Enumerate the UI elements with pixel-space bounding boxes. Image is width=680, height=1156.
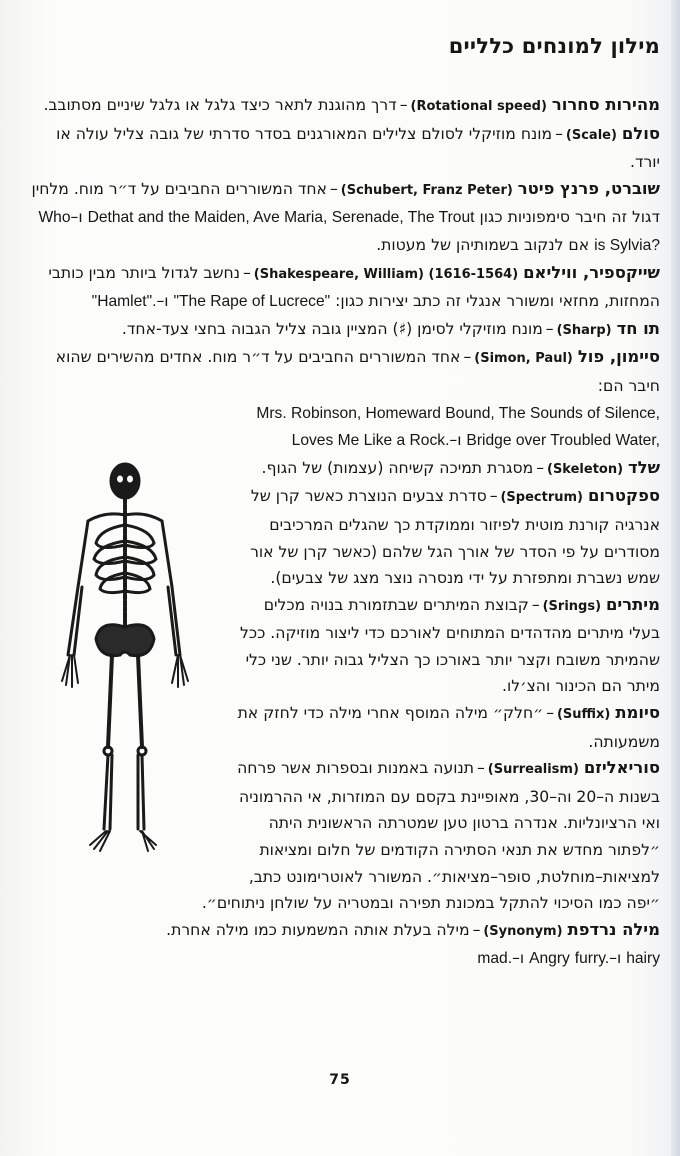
entry-works: Dethat and the Maiden, Ave Maria, Serenade, The Trout [87, 209, 475, 227]
entry-shakespeare: שייקספיר, וויליאם (Shakespeare, William) (1616-1564)–נחשב לגדול ביותר מבין כותבי המחזות, מחזאי ומשורר אנגלי זה כתב יצירות כגון: "The Rape of Lucrece" ו–"Hamlet". [48, 262, 660, 311]
entry-works-1: Mrs. Robinson, Homeward Bound, The Sounds of Silence, [256, 404, 660, 422]
entry-latin: (Srings) [542, 598, 602, 614]
entry-spectrum: ספקטרום (Spectrum)–סדרת צבעים הנוצרת כאשר קרן של אנרגיה קורנת מוטית לפיזור וממוקדת כך שהגלים המרכיבים מסודרים על פי הסדר של אורך הגל שלהם (כאשר קרן של אור שמש נשברת ומתפזרת על ידי מנסרה נוצר מצג של צבעים). [250, 486, 660, 588]
skeleton-illustration [30, 459, 220, 869]
glossary-content [24, 92, 660, 973]
page-title: מילון למונחים כלליים [448, 34, 660, 58]
entry-suffix: סיומת (Suffix)–״חלק״ מילה המוסף אחרי מילה כדי לחזק את משמעותה. [237, 703, 660, 751]
entry-and-2: ו– [512, 949, 525, 968]
entry-and: ו– [70, 208, 83, 227]
entry-latin: (Sharp) [556, 322, 612, 338]
entry-term: מיתרים [606, 594, 660, 614]
entry-definition: תנועה באמנות ובספרות אשר פרחה בשנות ה–20 וה–30, מאופיינת בקסם עם המוזרות, אי ההרמוניה ואי הרציונליות. אנדרה ברטון טען שמטרתה הראשונית היתה ״לפתור מחדש את תנאי הסתירה הקודמים של חלום ומציאות למציאות–מוחלטת, סופר–מציאות״. המשורר לאוטרימונט כתב, ״יפה כמו הסיכוי להתקל במכונת תפירה ובמטריה על שולחן ניתוחים״. [201, 759, 660, 913]
entry-sharp: תו חד (Sharp)–מונח מוזיקלי לסימן (♯) המציין גובה צליל הגבוה בחצי צעד-אחד. [24, 316, 660, 345]
entry-latin: (Skeleton) [547, 461, 624, 477]
entry-work-last: Who is Sylvia? [38, 209, 660, 254]
entry-example-2: furry. [574, 950, 610, 968]
entry-latin: (Scale) [565, 127, 617, 143]
entry-latin: (Simon, Paul) [474, 351, 573, 367]
entry-latin: (Schubert, Franz Peter) [340, 182, 513, 198]
entry-definition: סדרת צבעים הנוצרת כאשר קרן של אנרגיה קורנת מוטית לפיזור וממוקדת כך שהגלים המרכיבים מסודרים על פי הסדר של אורך הגל שלהם (כאשר קרן של אור שמש נשברת ומתפזרת על ידי מנסרה נוצר מצג של צבעים). [250, 487, 660, 588]
entry-definition: דרך מהוגנת לתאר כיצד גלגל או גלגל שיניים מסתובב. [43, 96, 397, 114]
entry-works-2: Bridge over Troubled Water, [466, 432, 660, 450]
entry-work-last: Loves Me Like a Rock. [291, 432, 450, 450]
entry-term: סיימון, פול [577, 347, 660, 367]
entry-scale: סולם (Scale)–מונח מוזיקלי לסולם צלילים המאורגנים בסדר סדרתי של גובה צליל עולה או יורד. [56, 123, 660, 172]
entry-and: ו– [449, 431, 462, 450]
entry-definition: מונח מוזיקלי לסולם צלילים המאורגנים בסדר סדרתי של גובה צליל עולה או יורד. [56, 124, 660, 172]
entry-term: שוברט, פרנץ פיטר [517, 178, 660, 198]
entry-latin: (Surrealism) [487, 762, 579, 778]
page-number: 75 [329, 1072, 351, 1088]
entry-example-3: Angry [529, 950, 570, 968]
entry-term: סיומת [615, 703, 660, 723]
entry-latin: (Spectrum) [500, 490, 583, 506]
entry-definition: אחד המשוררים החביבים על ד״ר מוח. מלחין דגול זה חיבר סימפוניות כגון [31, 179, 660, 227]
entry-skeleton: שלד (Skeleton)–מסגרת תמיכה קשיחה (עצמות) של הגוף. [24, 455, 660, 484]
entry-term: תו חד [616, 318, 660, 338]
entry-definition: מונח מוזיקלי לסימן (♯) המציין גובה צליל הגבוה בחצי צעד-אחד. [121, 319, 543, 338]
entry-term: שייקספיר, וויליאם [523, 262, 660, 282]
entry-schubert: שוברט, פרנץ פיטר (Schubert, Franz Peter)–אחד המשוררים החביבים על ד״ר מוח. מלחין דגול זה חיבר סימפוניות כגון Dethat and the Maiden, Ave Maria, Serenade, The Trout ו–Who is Sylvia? אם לנקוב בשמותיהן של מעטות. [31, 178, 660, 254]
entry-definition: נחשב לגדול ביותר מבין כותבי המחזות, מחזאי ומשורר אנגלי זה כתב יצירות כגון: [48, 263, 660, 311]
entry-latin: (Shakespeare, William) (1616-1564) [253, 266, 519, 282]
entry-term: סוריאליזם [583, 758, 660, 778]
entry-term: מילה נרדפת [567, 919, 660, 939]
entry-definition: ״חלק״ מילה המוסף אחרי מילה כדי לחזק את משמעותה. [237, 704, 660, 751]
entry-work-1: "The Rape of Lucrece" [173, 293, 331, 311]
entry-term: מהירות סחרור [551, 95, 660, 114]
entry-strings: מיתרים (Srings)–קבוצת המיתרים שבתזמורת בנויה מכלים בעלי מיתרים מהדהדים המתוחים לאורכם כדי ליצור מוזיקה. ככל שהמיתר משובח וקצר יותר באורכו כך הצליל גבוה יותר. שני כלי מיתר הם הכינור והצ׳לו. [240, 594, 660, 696]
entry-tail: אם לנקוב בשמותיהן של מעטות. [376, 235, 590, 254]
entry-rotational-speed: מהירות סחרור (Rotational speed)–דרך מהוגנת לתאר כיצד גלגל או גלגל שיניים מסתובב. [24, 92, 660, 121]
entry-example-4: mad. [477, 950, 513, 968]
entry-latin: (Synonym) [483, 923, 563, 939]
page-edge-shadow [671, 0, 680, 1156]
entry-definition: אחד המשוררים החביבים על ד״ר מוח. אחדים מהשירים שהוא חיבר הם: [55, 348, 660, 395]
entry-definition: קבוצת המיתרים שבתזמורת בנויה מכלים בעלי מיתרים מהדהדים המתוחים לאורכם כדי ליצור מוזיקה. ככל שהמיתר משובח וקצר יותר באורכו כך הצליל גבוה יותר. שני כלי מיתר הם הכינור והצ׳לו. [240, 595, 660, 696]
entry-definition: מילה בעלת אותה המשמעות כמו מילה אחרת. [166, 920, 470, 939]
entry-surrealism: סוריאליזם (Surrealism)–תנועה באמנות ובספרות אשר פרחה בשנות ה–20 וה–30, מאופיינת בקסם עם המוזרות, אי ההרמוניה ואי הרציונליות. אנדרה ברטון טען שמטרתה הראשונית היתה ״לפתור מחדש את תנאי הסתירה הקודמים של חלום ומציאות למציאות–מוחלטת, סופר–מציאות״. המשורר לאוטרימונט כתב, ״יפה כמו הסיכוי להתקל במכונת תפירה ובמטריה על שולחן ניתוחים״. [201, 758, 660, 913]
entry-simon: סיימון, פול (Simon, Paul)–אחד המשוררים החביבים על ד״ר מוח. אחדים מהשירים שהוא חיבר הם: Mrs. Robinson, Homeward Bound, The Sounds of Silence, Bridge over Troubled Water, ו–Loves Me Like a Rock. [55, 347, 660, 450]
entry-term: ספקטרום [587, 486, 660, 506]
entry-and-1: ו– [609, 949, 622, 968]
entry-term: שלד [628, 457, 660, 477]
entry-definition: מסגרת תמיכה קשיחה (עצמות) של הגוף. [261, 458, 534, 477]
entry-synonym: מילה נרדפת (Synonym)–מילה בעלת אותה המשמעות כמו מילה אחרת. hairy ו–furry. Angry ו–mad. [166, 919, 660, 968]
entry-and: ו– [156, 292, 169, 311]
entry-work-2: "Hamlet". [91, 293, 157, 311]
entry-example-1: hairy [626, 950, 660, 968]
entry-latin: (Suffix) [556, 707, 611, 723]
skeleton-drawing [30, 459, 220, 859]
entry-latin: (Rotational speed) [410, 99, 547, 114]
entry-term: סולם [621, 123, 660, 143]
